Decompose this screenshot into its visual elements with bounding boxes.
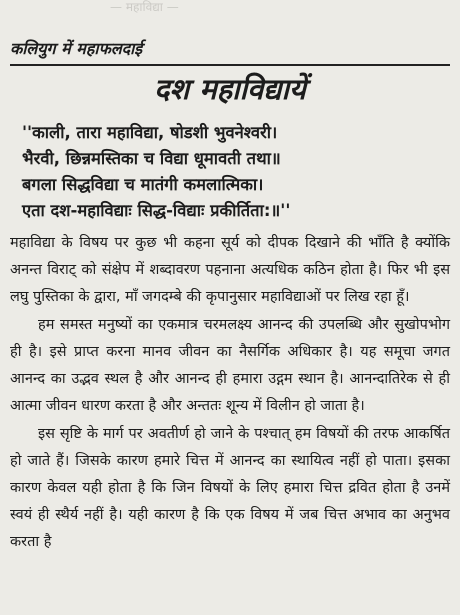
verse-line: ''काली, तारा महाविद्या, षोडशी भुवनेश्वरी। xyxy=(22,123,278,142)
verse-line: एता दश-महाविद्याः सिद्ध-विद्याः प्रकीर्तिता:॥'' xyxy=(22,201,291,220)
verse-line: भैरवी, छिन्नमस्तिका च विद्या धूमावती तथा॥ xyxy=(22,149,281,168)
paragraph: महाविद्या के विषय पर कुछ भी कहना सूर्य को दीपक दिखाने की भाँति है क्योंकि अनन्त विराट् को संक्षेप में शब्दावरण पहनाना अत्यधिक कठिन होता है। फिर भी इस लघु पुस्तिका के द्वारा, माँ जगदम्बे की कृपानुसार महाविद्याओं पर लिख रहा हूँ। xyxy=(10,235,450,305)
verse-line: बगला सिद्धविद्या च मातंगी कमलात्मिका। xyxy=(22,175,264,194)
paragraph: इस सृष्टि के मार्ग पर अवतीर्ण हो जाने के पश्चात् हम विषयों की तरफ आकर्षित हो जाते हैं। जिसके कारण हमारे चित्त में आनन्द का स्थायित्व नहीं हो पाता। इसका कारण केवल यही होता है कि जिन विषयों के लिए हमारा चित्त द्रवित होता है उनमें स्वयं ही स्थैर्य नहीं है। यही कारण है कि एक विषय में जब चित्त अभाव का अनुभव करता है xyxy=(10,426,450,550)
bleed-through-text: — महाविद्या — xyxy=(110,0,179,14)
chapter-title: दश महाविद्यायें xyxy=(154,72,306,106)
running-header: कलियुग में महाफलदाई xyxy=(10,39,143,58)
sanskrit-verse xyxy=(22,120,452,224)
body-text xyxy=(10,230,450,557)
paragraph: हम समस्त मनुष्यों का एकमात्र चरमलक्ष्य आनन्द की उपलब्धि और सुखोपभोग ही है। इसे प्राप्त करना मानव जीवन का नैसर्गिक अधिकार है। यह समूचा जगत आनन्द का उद्भव स्थल है और आनन्द ही हमारा उद्गम स्थान है। आनन्दातिरेक से ही आत्मा जीवन धारण करता है और अन्ततः शून्य में विलीन हो जाता है। xyxy=(10,317,450,414)
header-rule xyxy=(10,64,450,66)
